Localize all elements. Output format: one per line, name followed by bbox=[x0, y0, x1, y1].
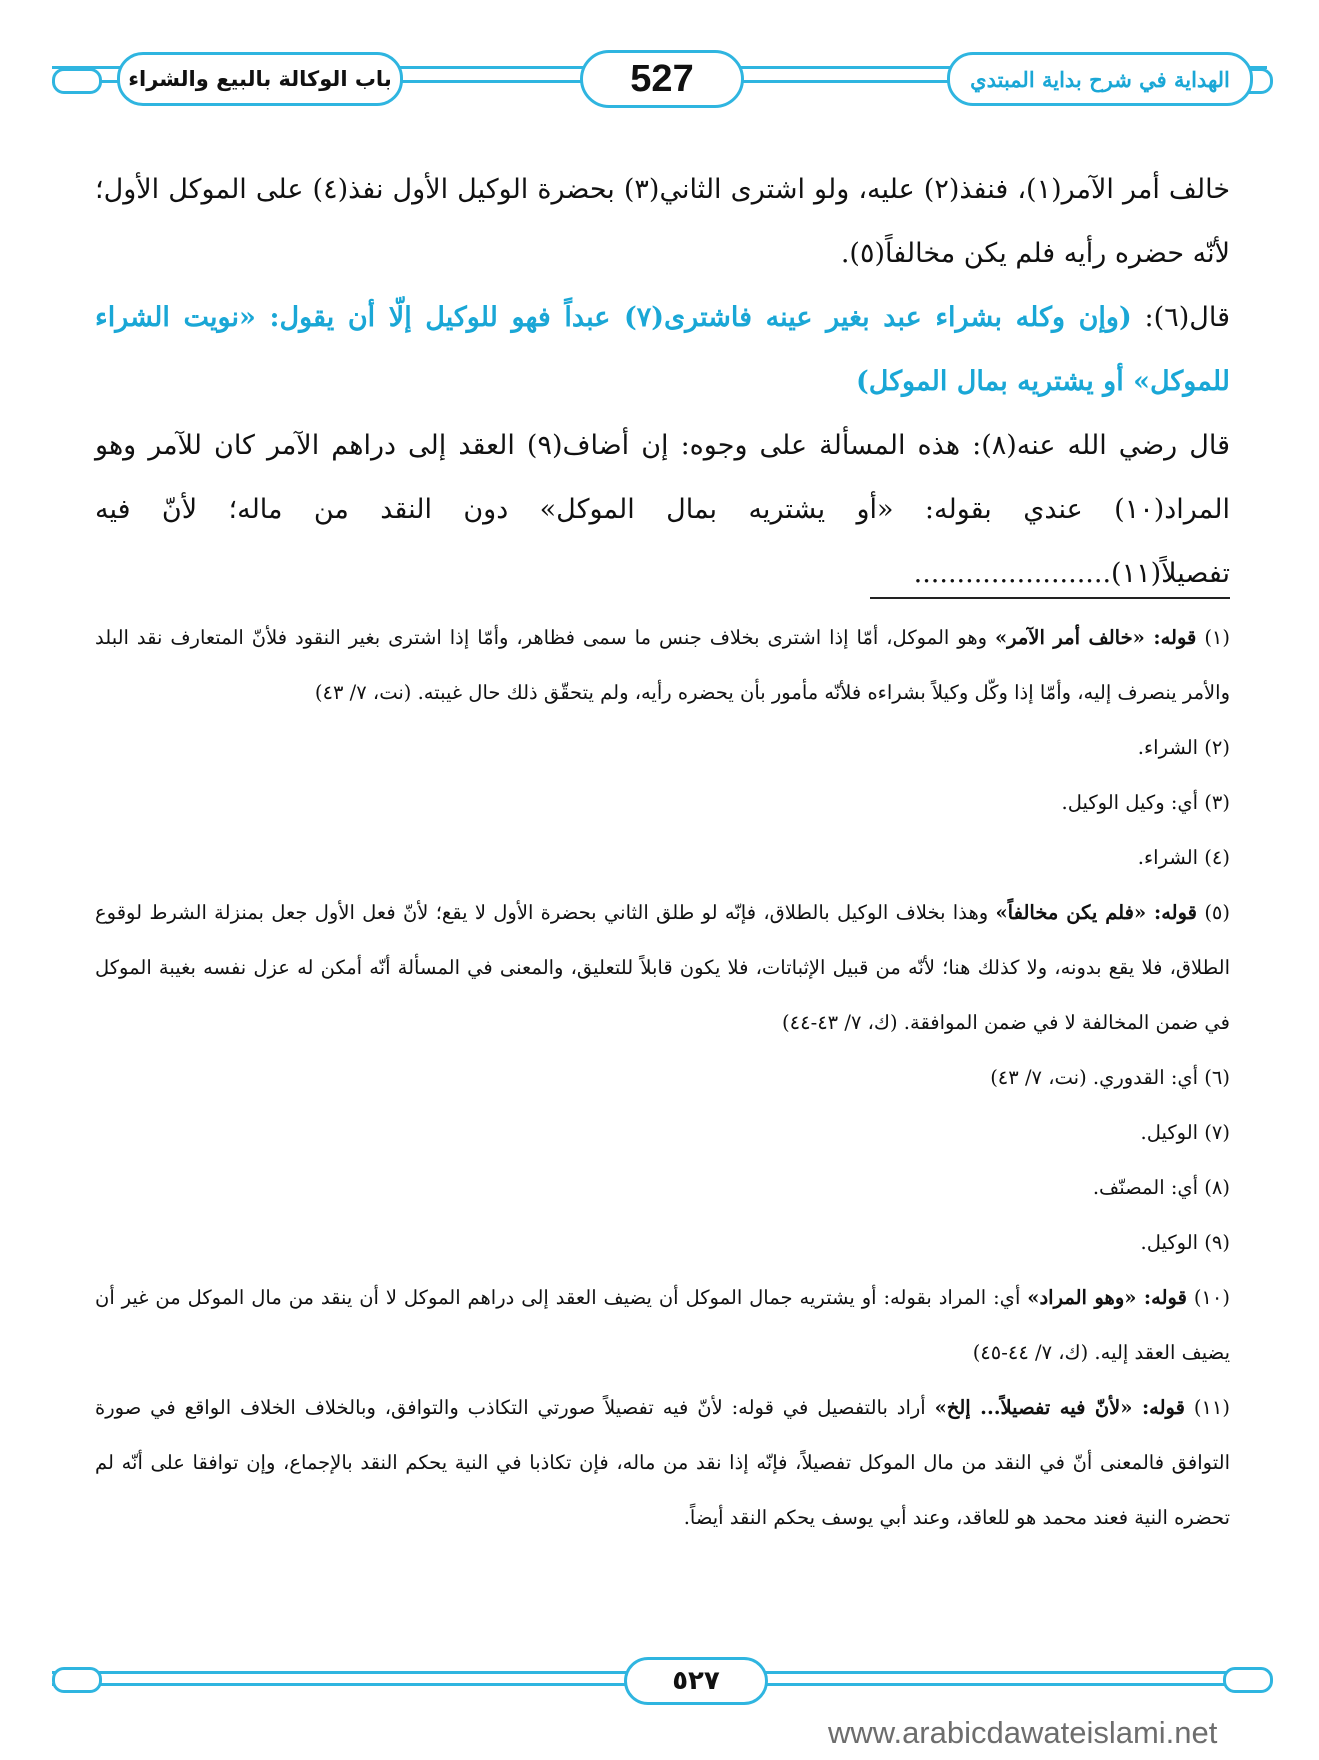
footnote-text: أي: المصنّف. bbox=[1092, 1176, 1199, 1199]
footnote-lead: قوله: «خالف أمر الآمر» bbox=[994, 626, 1197, 649]
footnote bbox=[95, 1160, 1230, 1215]
footnote-number: (١١) bbox=[1193, 1396, 1231, 1419]
ornament-right bbox=[1223, 1667, 1273, 1693]
footnote-number: (٨) bbox=[1204, 1176, 1230, 1199]
page-footer bbox=[52, 1655, 1267, 1703]
section-title: باب الوكالة بالبيع والشراء bbox=[128, 67, 392, 91]
footnote bbox=[95, 885, 1230, 1050]
footnote-separator bbox=[870, 597, 1230, 599]
section-title-box bbox=[117, 52, 403, 106]
paragraph-3-text: قال رضي الله عنه(٨): هذه المسألة على وجوه: إن أضاف(٩) العقد إلى دراهم الآمر كان للآمر وهو المراد(١٠) عندي بقوله: «أو يشتريه بمال الموكل» دون النقد من ماله؛ لأنّ فيه تفصيلاً(١١) bbox=[95, 430, 1230, 589]
footnote bbox=[95, 610, 1230, 720]
footnote bbox=[95, 1215, 1230, 1270]
footnote-number: (٤) bbox=[1204, 846, 1230, 869]
footnote-text: أراد بالتفصيل في قوله: لأنّ فيه تفصيلاً صورتي التكاذب والتوافق، وبالخلاف الخلاف الواقع في صورة التوافق فالمعنى أنّ في النقد من مال الموكل تفصيلاً، فإنّه إذا نقد من ماله، فإن تكاذبا في النية يحكم النقد بالإجماع، وإن توافقا على أنّه لم تحضره النية فعند محمد هو للعاقد، وعند أبي يوسف يحكم النقد أيضاً. bbox=[95, 1396, 1230, 1529]
ornament-left bbox=[52, 68, 102, 94]
footnote-number: (٦) bbox=[1204, 1066, 1230, 1089]
website-url: www.arabicdawateislami.net bbox=[828, 1715, 1218, 1750]
page-number-box bbox=[580, 50, 744, 108]
page-number: 527 bbox=[630, 57, 694, 100]
matn-text: (وإن وكله بشراء عبد بغير عينه فاشترى(٧) عبداً فهو للوكيل إلّا أن يقول: «نويت الشراء للموكل» أو يشتريه بمال الموكل) bbox=[95, 302, 1230, 397]
footer-page-number-box bbox=[624, 1657, 768, 1705]
footnote-number: (٩) bbox=[1204, 1231, 1230, 1254]
book-title: الهداية في شرح بداية المبتدي bbox=[970, 66, 1230, 92]
footnote-number: (٣) bbox=[1204, 791, 1230, 814]
footnote-number: (١٠) bbox=[1193, 1286, 1230, 1309]
footnote-text: الشراء. bbox=[1137, 736, 1199, 759]
footnote-lead: قوله: «لأنّ فيه تفصيلاً... إلخ» bbox=[934, 1396, 1185, 1419]
footnote-text: وهو الموكل، أمّا إذا اشترى بخلاف جنس ما سمى فظاهر، وأمّا إذا اشترى بغير النقود فلأنّ المتعارف نقد البلد والأمر ينصرف إليه، وأمّا إذا وكّل وكيلاً بشراءه فلأنّه مأمور بأن يحضره رأيه، ولم يتحقّق ذلك حال غيبته. (نت، ٧/ ٤٣) bbox=[95, 626, 1230, 704]
footnote bbox=[95, 830, 1230, 885]
footnote bbox=[95, 775, 1230, 830]
ornament-left bbox=[52, 1667, 102, 1693]
footnote bbox=[95, 1380, 1230, 1545]
footnote-text: وهذا بخلاف الوكيل بالطلاق، فإنّه لو طلق الثاني بحضرة الأول لا يقع؛ لأنّ فعل الأول جعل بمنزلة الشرط لوقوع الطلاق، فلا يقع بدونه، ولا كذلك هنا؛ لأنّه من قبيل الإثباتات، فلا يكون قابلاً للتعليق، والمعنى في المسألة أنّه أمكن له عزل نفسه بغيبة الموكل في ضمن المخالفة لا في ضمن الموافقة. (ك، ٧/ ٤٣-٤٤) bbox=[95, 901, 1230, 1034]
footnote bbox=[95, 720, 1230, 775]
footnote-text: الشراء. bbox=[1137, 846, 1199, 869]
footnotes bbox=[95, 610, 1230, 1545]
continuation-dots: ....................... bbox=[913, 558, 1112, 589]
footnote-number: (٧) bbox=[1204, 1121, 1230, 1144]
footnote bbox=[95, 1105, 1230, 1160]
footnote-lead: قوله: «وهو المراد» bbox=[1027, 1286, 1187, 1309]
footnote-text: أي: القدوري. (نت، ٧/ ٤٣) bbox=[990, 1066, 1199, 1089]
footnote-text: أي: المراد بقوله: أو يشتريه جمال الموكل أن يضيف العقد إلى دراهم الموكل لا أن ينقد من مال الموكل من غير أن يضيف العقد إليه. (ك، ٧/ ٤٤-٤٥) bbox=[95, 1286, 1230, 1364]
footnote bbox=[95, 1270, 1230, 1380]
book-title-box bbox=[947, 52, 1253, 106]
footnote-text: أي: وكيل الوكيل. bbox=[1061, 791, 1199, 814]
footnote-number: (٢) bbox=[1204, 736, 1230, 759]
paragraph-1: خالف أمر الآمر(١)، فنفذ(٢) عليه، ولو اشترى الثاني(٣) بحضرة الوكيل الأول نفذ(٤) على الموكل الأول؛ لأنّه حضره رأيه فلم يكن مخالفاً(٥). bbox=[95, 174, 1231, 269]
paragraph-2 bbox=[95, 286, 1230, 414]
paragraph-2-intro: قال(٦): bbox=[1131, 302, 1230, 333]
footnote-lead: قوله: «فلم يكن مخالفاً» bbox=[995, 901, 1198, 924]
footnote-text: الوكيل. bbox=[1140, 1121, 1199, 1144]
footnote-number: (١) bbox=[1204, 626, 1231, 649]
page-header bbox=[52, 46, 1267, 112]
paragraph-3 bbox=[95, 414, 1230, 606]
footnote bbox=[95, 1050, 1230, 1105]
footer-page-number: ٥٢٧ bbox=[672, 1666, 720, 1696]
footnote-number: (٥) bbox=[1204, 901, 1231, 924]
main-text bbox=[95, 158, 1230, 606]
footnote-text: الوكيل. bbox=[1140, 1231, 1199, 1254]
